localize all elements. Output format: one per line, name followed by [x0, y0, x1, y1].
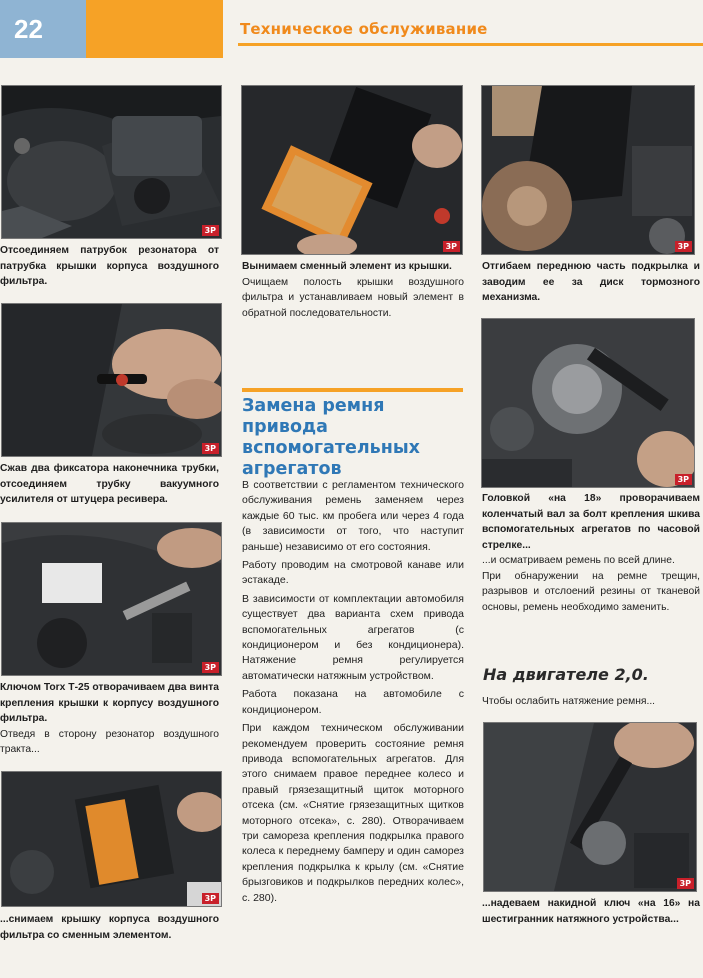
- caption-right-2-text: ...и осматриваем ремень по всей длине.: [482, 555, 675, 566]
- caption-left-2-text: Сжав два фиксатора наконечника трубки, отсоединяем трубку вакуумного усилителя от штуцера ресивера.: [0, 463, 219, 505]
- photo-air-filter-element: [241, 85, 463, 255]
- photo-torx-screw-removal: [1, 522, 222, 676]
- section-title: Замена ремня привода вспомогательных агрегатов: [242, 396, 420, 479]
- photo-tag: 3Р: [675, 474, 692, 485]
- photo-tag: 3Р: [202, 225, 219, 236]
- caption-right-3: [482, 896, 700, 927]
- photo-tag: 3Р: [202, 443, 219, 454]
- caption-right-1: [482, 259, 700, 306]
- photo-tag: 3Р: [202, 662, 219, 673]
- header-underline: [238, 43, 703, 46]
- photo-tag: 3Р: [675, 241, 692, 252]
- header-accent-bar: [86, 0, 223, 58]
- caption-left-3: [0, 680, 219, 758]
- caption-middle-1-text: Очищаем полость крышки воздушного фильтра и устанавливаем новый элемент в обратной последовательности.: [242, 276, 464, 319]
- caption-middle-1: [242, 259, 464, 321]
- section-title-bar: [242, 388, 463, 392]
- page-number: 22: [14, 14, 43, 44]
- body-paragraph: Работа показана на автомобиле с кондиционером.: [242, 688, 464, 716]
- caption-left-1-text: Отсоединяем патрубок резонатора от патрубка крышки корпуса воздушного фильтра.: [0, 245, 219, 287]
- intro-text-content: Чтобы ослабить натяжение ремня...: [482, 696, 656, 707]
- caption-left-1: [0, 243, 219, 290]
- caption-right-2-bold: Головкой «на 18» проворачиваем коленчатый вал за болт крепления шкива вспомогательных агрегатов по часовой стрелке...: [482, 493, 700, 551]
- caption-right-1-text: Отгибаем переднюю часть подкрылка и заводим ее за диск тормозного механизма.: [482, 261, 700, 303]
- photo-vacuum-tube-connector: [1, 303, 222, 457]
- caption-right-2: [482, 491, 700, 615]
- photo-tag: 3Р: [202, 893, 219, 904]
- photo-tag: 3Р: [443, 241, 460, 252]
- caption-left-3-text: Отведя в сторону резонатор воздушного тракта...: [0, 728, 219, 755]
- body-paragraph: При каждом техническом обслуживании рекомендуем проверить состояние ремня привода вспомогательных агрегатов. Для этого снимаем правое переднее колесо и правый грязезащитный щиток моторного отсека (см. «Снятие грязезащитных щитков моторного отсека», с. 280). Отворачиваем три самореза крепления подкрылка правого колеса к переднему бамперу и один саморез крепления подкрылка к крылу (см. «Снятие брызговиков и подкрылков передних колес», с. 280).: [242, 722, 464, 904]
- photo-wheel-arch-liner: [481, 85, 695, 255]
- photo-crankshaft-pulley-wrench: [481, 318, 695, 488]
- caption-left-3-bold: Ключом Torx Т-25 отворачиваем два винта крепления крышки к корпусу воздушного фильтра.: [0, 682, 219, 724]
- section-header-title: Техническое обслуживание: [240, 20, 488, 38]
- section-body: [242, 478, 464, 909]
- caption-left-2: [0, 461, 219, 508]
- photo-tag: 3Р: [677, 878, 694, 889]
- engine-subheading: На двигателе 2,0.: [483, 665, 649, 684]
- caption-right-2-text2: При обнаружении на ремне трещин, разрывов и отслоений резины от тканевой основы, ремень необходимо заменить.: [482, 570, 700, 613]
- caption-right-3-text: ...надеваем накидной ключ «на 16» на шестигранник натяжного устройства...: [482, 898, 700, 925]
- photo-engine-resonator-pipe: [1, 85, 222, 239]
- body-paragraph: Работу проводим на смотровой канаве или эстакаде.: [242, 559, 464, 587]
- body-paragraph: В зависимости от комплектации автомобиля существует два варианта схем привода вспомогательных агрегатов (с кондиционером и без кондиционера). Натяжение ремня регулируется автоматически натяжным устройством.: [242, 592, 464, 682]
- caption-left-4-text: ...снимаем крышку корпуса воздушного фильтра со сменным элементом.: [0, 914, 219, 941]
- body-paragraph: В соответствии с регламентом технического обслуживания ремень заменяем через каждые 60 тыс. км пробега или через 4 года (в зависимости от того, что наступит раньше) независимо от его состояния.: [242, 479, 464, 553]
- caption-middle-1-bold: Вынимаем сменный элемент из крышки.: [242, 261, 452, 272]
- photo-tensioner-wrench: [483, 722, 697, 892]
- page-number-block: [0, 0, 86, 58]
- photo-air-filter-cover-removed: [1, 771, 222, 907]
- intro-text: [482, 694, 700, 710]
- caption-left-4: [0, 912, 219, 943]
